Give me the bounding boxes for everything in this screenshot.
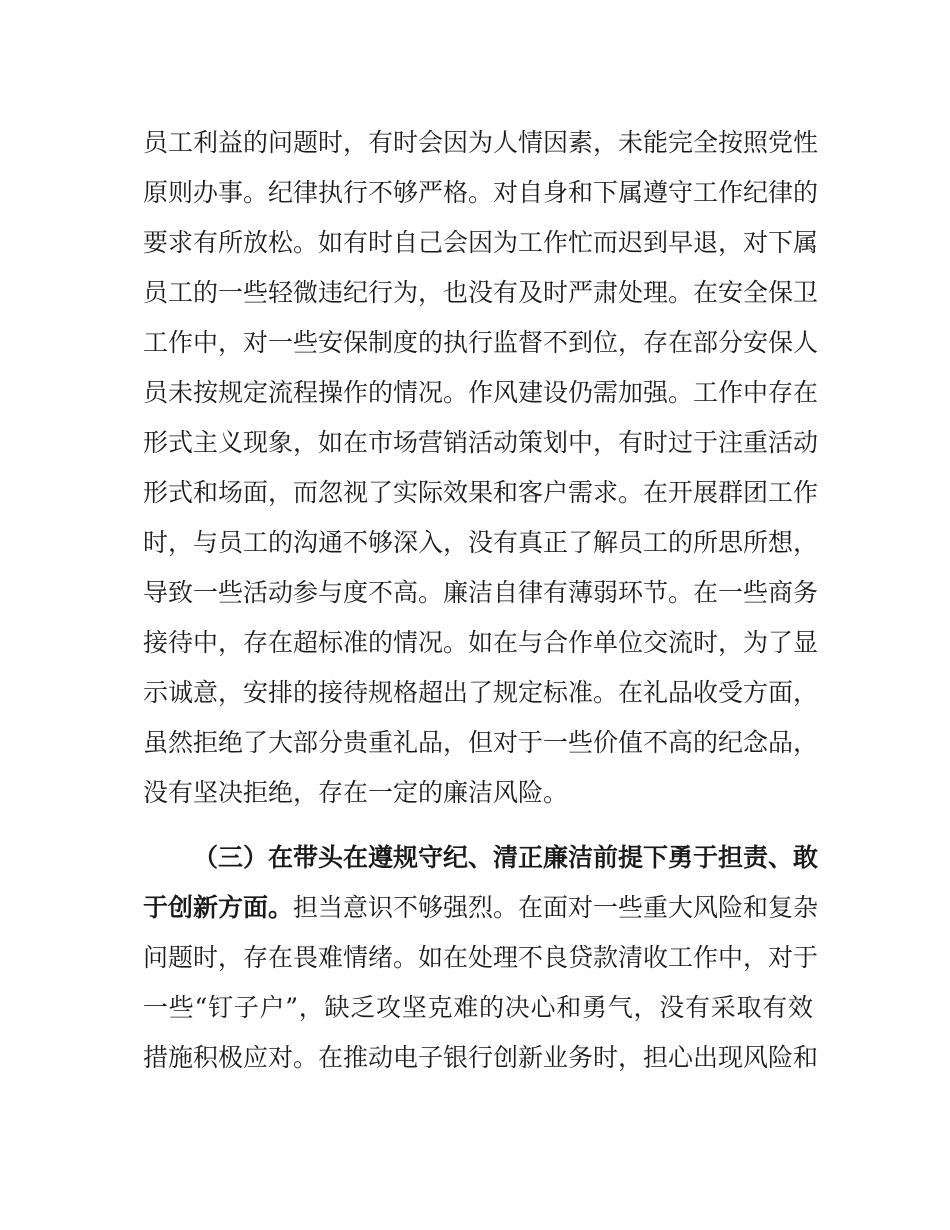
paragraph-line: 原则办事。纪律执行不够严格。对自身和下属遵守工作纪律的 — [143, 178, 819, 207]
paragraph-line: 工作中，对一些安保制度的执行监督不到位，存在部分安保人 — [143, 328, 819, 357]
paragraph-line: 形式主义现象，如在市场营销活动策划中，有时过于注重活动 — [143, 428, 819, 457]
paragraph-line: 员工的一些轻微违纪行为，也没有及时严肃处理。在安全保卫 — [143, 278, 819, 307]
paragraph-line: 员未按规定流程操作的情况。作风建设仍需加强。工作中存在 — [143, 378, 819, 407]
paragraph-line: 一些“钉子户”，缺乏攻坚克难的决心和勇气，没有采取有效 — [143, 993, 813, 1022]
paragraph-line: 导致一些活动参与度不高。廉洁自律有薄弱环节。在一些商务 — [143, 578, 819, 607]
paragraph-line: 措施积极应对。在推动电子银行创新业务时，担心出现风险和 — [143, 1043, 819, 1072]
paragraph-line: 问题时，存在畏难情绪。如在处理不良贷款清收工作中，对于 — [143, 943, 819, 972]
section-heading-continued: 于创新方面。 — [143, 893, 294, 922]
section-heading: （三）在带头在遵规守纪、清正廉洁前提下勇于担责、敢 — [193, 843, 819, 872]
paragraph-text: 担当意识不够强烈。在面对一些重大风险和复杂 — [293, 893, 819, 922]
paragraph-line: 时，与员工的沟通不够深入，没有真正了解员工的所思所想， — [143, 528, 819, 557]
paragraph-line — [143, 888, 819, 928]
paragraph-line: 要求有所放松。如有时自己会因为工作忙而迟到早退，对下属 — [143, 228, 819, 257]
paragraph-line: 示诚意，安排的接待规格超出了规定标准。在礼品收受方面， — [143, 678, 819, 707]
paragraph-line: 没有坚决拒绝，存在一定的廉洁风险。 — [143, 778, 569, 807]
paragraph-line: 虽然拒绝了大部分贵重礼品，但对于一些价值不高的纪念品， — [143, 728, 819, 757]
paragraph-line: 员工利益的问题时，有时会因为人情因素，未能完全按照党性 — [143, 128, 819, 157]
paragraph-line: 形式和场面，而忽视了实际效果和客户需求。在开展群团工作 — [143, 478, 819, 507]
paragraph-line: 接待中，存在超标准的情况。如在与合作单位交流时，为了显 — [143, 628, 819, 657]
